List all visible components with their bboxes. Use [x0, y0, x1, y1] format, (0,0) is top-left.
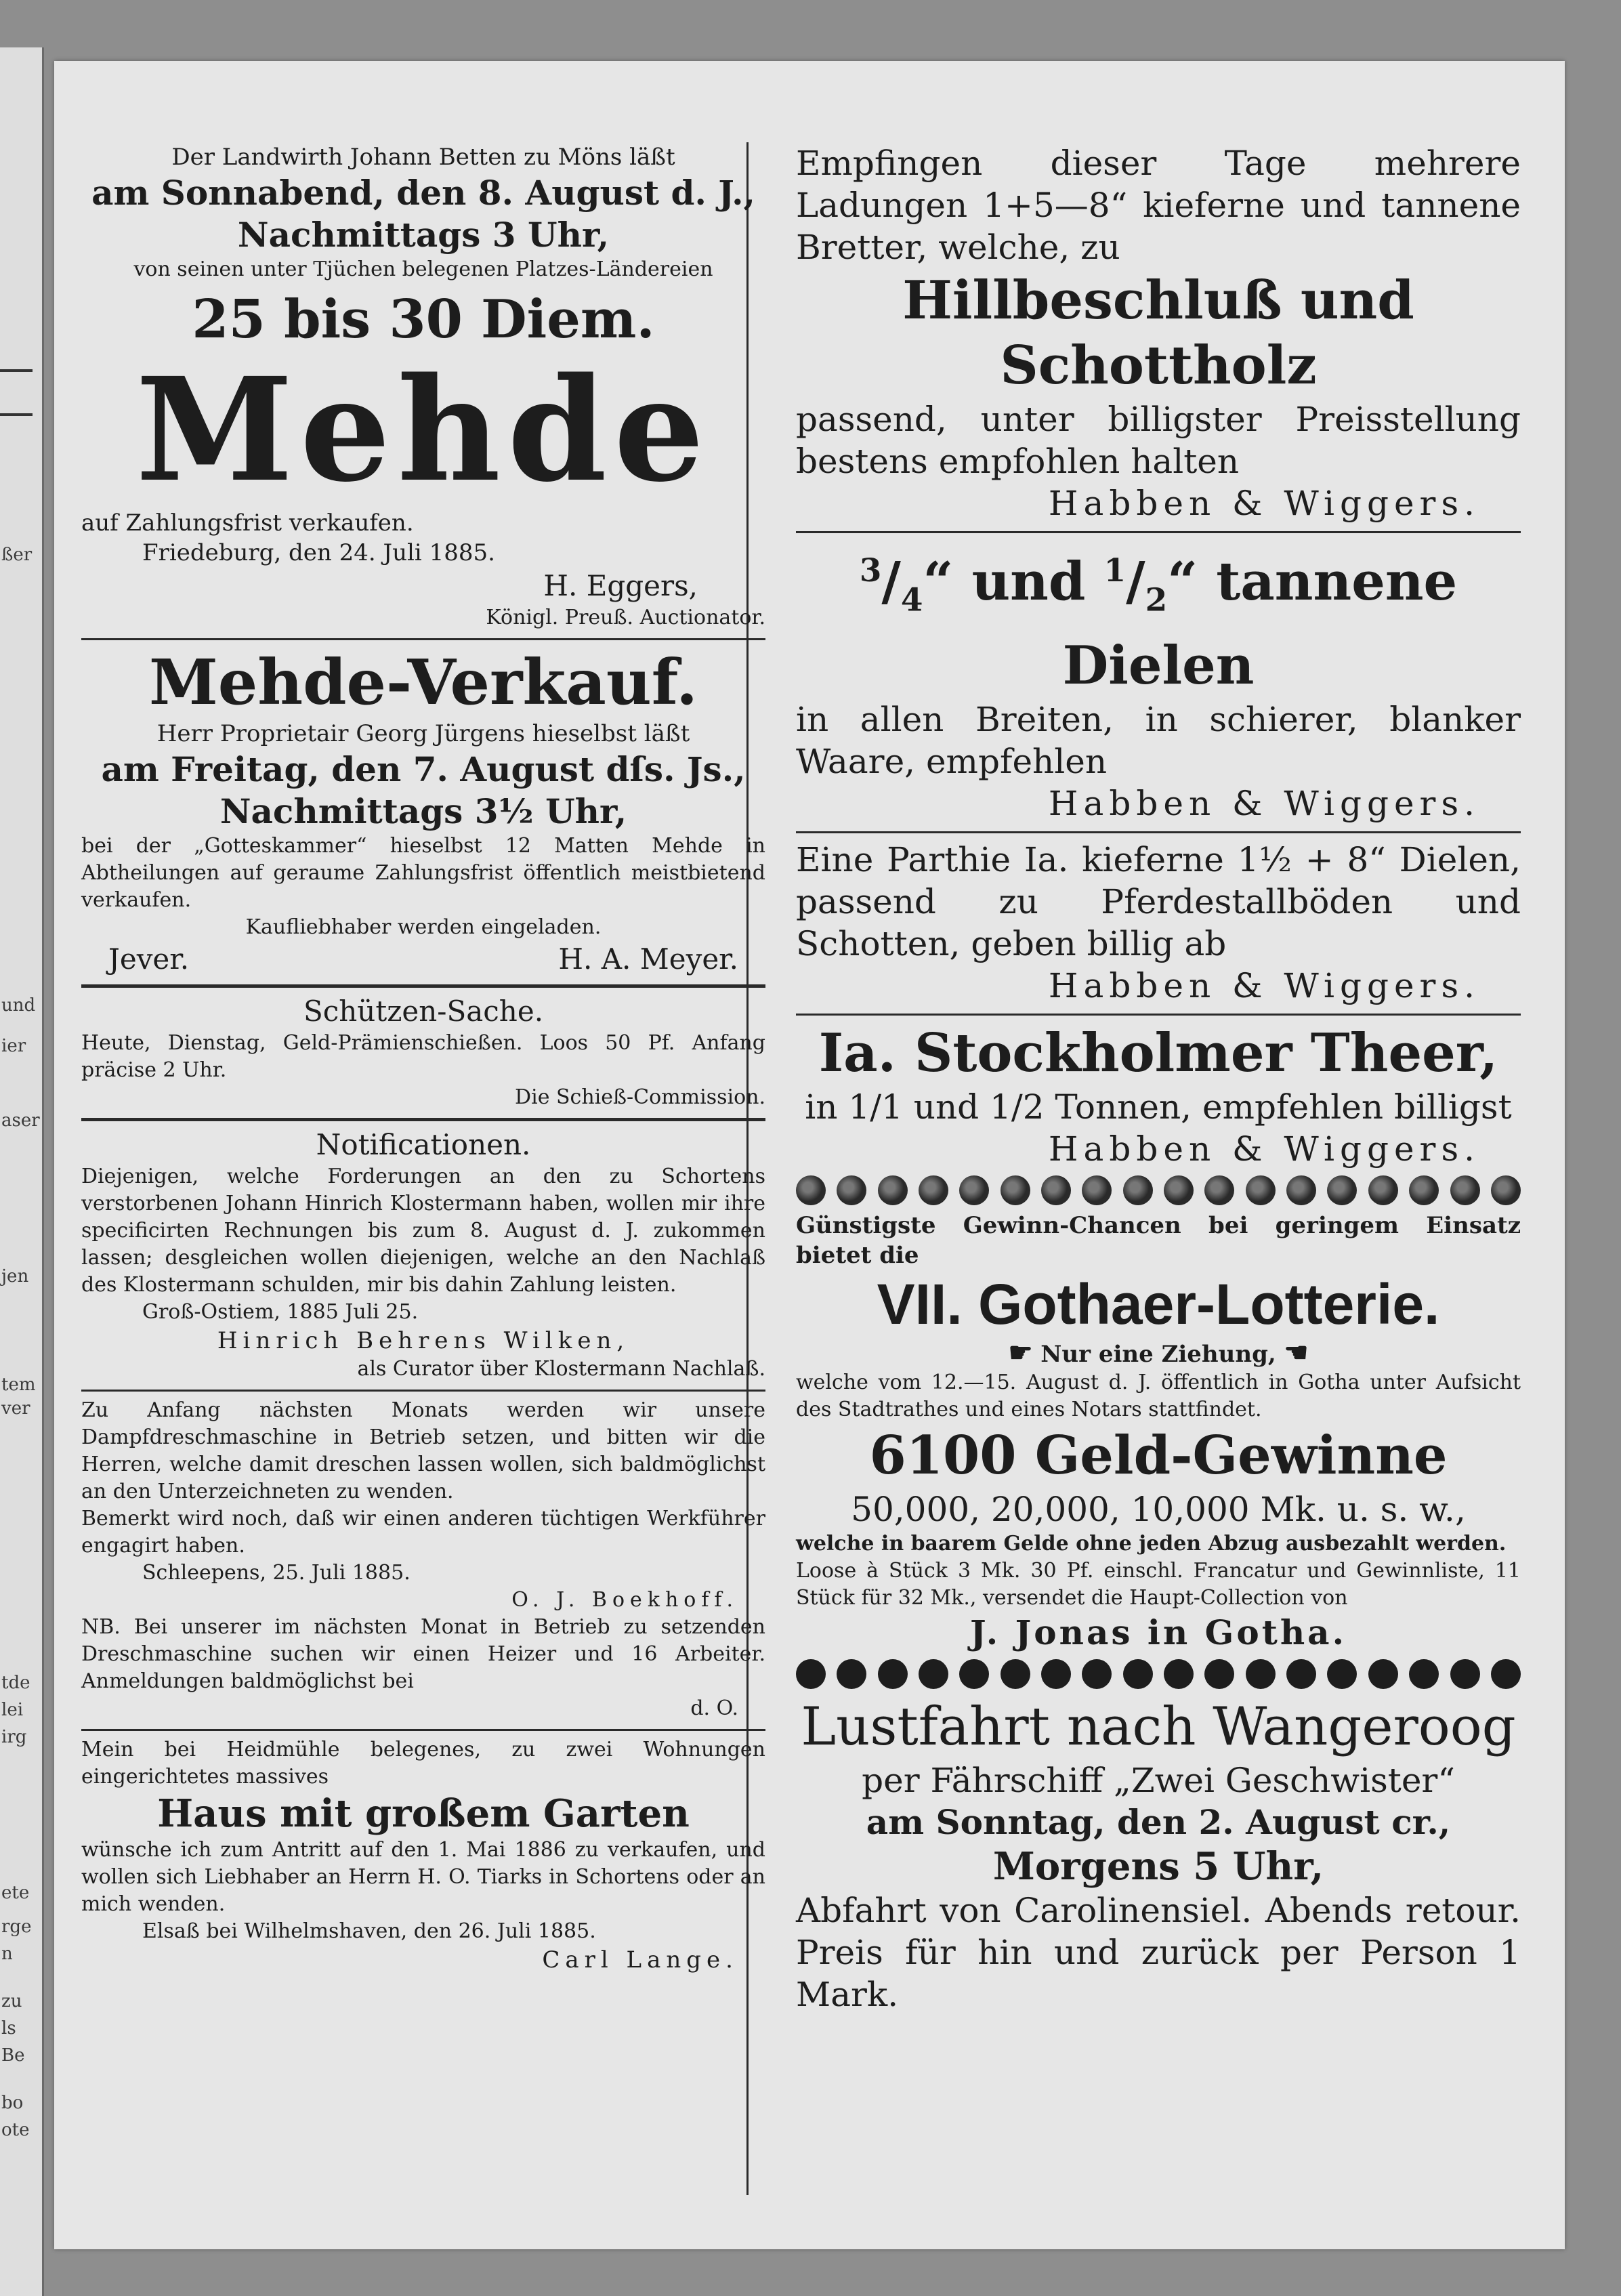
ornament-dot-icon: [1327, 1659, 1357, 1689]
ad-line: welche in baarem Gelde ohne jeden Abzug ausbezahlt werden.: [796, 1531, 1507, 1556]
left-column: [81, 142, 765, 1975]
edge-fragment: bo: [1, 2093, 24, 2113]
ad-headline: Lustfahrt nach Wangeroog: [801, 1696, 1516, 1757]
ornament-dot-icon: [1204, 1175, 1234, 1205]
ad-signature: Carl Lange.: [542, 1946, 738, 1974]
ad-line: 25 bis 30 Diem.: [192, 289, 655, 350]
ad-signature: H. A. Meyer.: [558, 942, 738, 976]
ad-line: welche vom 12.—15. August d. J. öffentlich in Gotha unter Aufsicht des Stadtrathes und eines Notars stattfindet.: [796, 1370, 1521, 1421]
ad-line: wünsche ich zum Antritt auf den 1. Mai 1886 zu verkaufen, und wollen sich Liebhaber an Herrn H. O. Tiarks in Schortens oder an mich wenden.: [81, 1838, 765, 1916]
edge-fragment: aser: [1, 1110, 40, 1131]
ad-separator: [81, 1729, 765, 1731]
ad-line: bei der „Gotteskammer“ hieselbst 12 Matten Mehde in Abtheilungen auf geraume Zahlungsfrist öffentlich meistbietend verkaufen.: [81, 834, 765, 912]
ad-headline: Notificationen.: [316, 1128, 531, 1161]
ad-line: in 1/1 und 1/2 Tonnen, empfehlen billigst: [805, 1087, 1512, 1127]
ad-line: in allen Breiten, in schierer, blanker Waare, empfehlen: [796, 699, 1521, 781]
ad-signature: d. O.: [690, 1696, 738, 1720]
ad-separator: [796, 831, 1521, 833]
ad-line: Nachmittags 3 Uhr,: [237, 215, 610, 255]
ad-signature: H. Eggers,: [543, 569, 698, 602]
ornament-dot-icon: [1204, 1659, 1234, 1689]
ad-line: als Curator über Klostermann Nachlaß.: [357, 1357, 765, 1381]
ad-line: Abfahrt von Carolinensiel. Abends retour. Preis für hin und zurück per Person 1 Mark.: [796, 1890, 1521, 2014]
ornament-dot-icon: [1286, 1175, 1316, 1205]
ornament-dot-icon: [1491, 1175, 1521, 1205]
edge-fragment: jen: [1, 1266, 29, 1287]
ad-footer-row: [81, 941, 765, 978]
ad-mehde-auction: [81, 142, 765, 631]
ornament-dot-icon: [1368, 1175, 1398, 1205]
edge-fragment: ote: [1, 2120, 30, 2140]
ad-line: Friedeburg, den 24. Juli 1885.: [142, 539, 495, 566]
ad-lustfahrt-wangeroog: [796, 1694, 1521, 2016]
ornament-dot-icon: [1123, 1659, 1153, 1689]
ornament-dot-icon: [837, 1175, 866, 1205]
ornament-dot-icon: [878, 1175, 908, 1205]
ad-line: Groß-Ostiem, 1885 Juli 25.: [142, 1300, 419, 1324]
ad-line: Bemerkt wird noch, daß wir einen anderen tüchtigen Werkführer engagirt haben.: [81, 1507, 765, 1558]
edge-fragment: tem: [1, 1375, 36, 1395]
ornament-dot-icon: [1041, 1175, 1071, 1205]
ad-signature: J. Jonas in Gotha.: [970, 1612, 1347, 1652]
ad-headline: $^3/_4“$ und $^1/_2“$ tannene: [859, 551, 1458, 619]
ad-dielen: [796, 539, 1521, 825]
right-column: [796, 142, 1521, 2016]
adjacent-page-edge: [0, 47, 44, 2296]
ad-line: Elsaß bei Wilhelmshaven, den 26. Juli 1885.: [142, 1919, 596, 1943]
ornament-dot-icon: [919, 1175, 948, 1205]
ornament-dot-icon: [1450, 1659, 1480, 1689]
ad-separator: [796, 531, 1521, 533]
ornament-dot-icon: [919, 1659, 948, 1689]
ad-signature: O. J. Boekhoff.: [511, 1588, 738, 1612]
edge-fragment: zu: [1, 1991, 22, 2011]
ornament-dot-icon: [1409, 1175, 1439, 1205]
ornament-dot-icon: [1491, 1659, 1521, 1689]
ad-line: Günstigste Gewinn-Chancen bei geringem Einsatz bietet die: [796, 1211, 1521, 1269]
ornament-dot-icon: [1001, 1659, 1030, 1689]
ornament-dot-icon: [1246, 1659, 1276, 1689]
ad-headline: Schottholz: [1000, 335, 1317, 396]
ornament-dot-icon: [837, 1659, 866, 1689]
ad-kieferne-dielen: [796, 839, 1521, 1007]
ornament-dot-icon: [1409, 1659, 1439, 1689]
ad-line: auf Zahlungsfrist verkaufen.: [81, 509, 414, 537]
edge-fragment: lei: [1, 1700, 24, 1720]
ad-line: Eine Parthie Ia. kieferne 1½ + 8“ Dielen, passend zu Pferdestallböden und Schotten, geben billig ab: [796, 839, 1521, 963]
ad-line: passend, unter billigster Preisstellung bestens empfohlen halten: [796, 400, 1521, 481]
ad-schuetzen-sache: [81, 993, 765, 1111]
ad-headline-mehde: Mehde: [135, 346, 711, 514]
ornament-dot-icon: [1246, 1175, 1276, 1205]
ad-signature: Habben & Wiggers.: [1048, 484, 1480, 523]
ad-stockholmer-theer: [796, 1021, 1521, 1170]
ad-headline: Schützen-Sache.: [303, 995, 544, 1028]
ad-gothaer-lotterie: [796, 1211, 1521, 1654]
ad-separator: [81, 638, 765, 640]
ornament-dot-icon: [1164, 1659, 1194, 1689]
ad-dampfdreschmaschine: [81, 1397, 765, 1722]
edge-fragment: und: [1, 995, 36, 1016]
pointing-hand-left-icon: ☛: [1008, 1336, 1033, 1369]
ad-headline: Ia. Stockholmer Theer,: [818, 1022, 1498, 1084]
ad-signature: Hinrich Behrens Wilken,: [217, 1327, 630, 1354]
ornament-dot-icon: [1082, 1175, 1112, 1205]
ad-separator: [81, 984, 765, 988]
fraction-numerator: 3: [859, 552, 882, 589]
fraction-numerator: 1: [1103, 552, 1127, 589]
ad-place: Jever.: [108, 942, 190, 976]
ad-line: [796, 1338, 1521, 1369]
ornament-dot-icon: [1327, 1175, 1357, 1205]
ad-signature: Habben & Wiggers.: [1048, 965, 1480, 1005]
edge-rule: [0, 413, 33, 416]
ad-line: Loose à Stück 3 Mk. 30 Pf. einschl. Francatur und Gewinnliste, 11 Stück für 32 Mk., versendet die Haupt-Collection von: [796, 1558, 1521, 1610]
ad-separator: [81, 1118, 765, 1121]
edge-fragment: n: [1, 1944, 13, 1964]
ad-line: von seinen unter Tjüchen belegenen Platzes-Ländereien: [133, 257, 713, 281]
ad-line: 50,000, 20,000, 10,000 Mk. u. s. w.,: [851, 1489, 1466, 1529]
edge-fragment: ier: [1, 1036, 26, 1056]
ad-mehde-verkauf: [81, 646, 765, 978]
ornament-dot-icon: [1082, 1659, 1112, 1689]
ad-headline: Mehde-Verkauf.: [148, 646, 698, 719]
edge-fragment: Be: [1, 2045, 25, 2066]
ornament-dot-icon: [959, 1175, 989, 1205]
ad-line: Königl. Preuß. Auctionator.: [486, 606, 765, 629]
ad-line: Mein bei Heidmühle belegenes, zu zwei Wohnungen eingerichtetes massives: [81, 1738, 765, 1789]
ornament-dot-icon: [1286, 1659, 1316, 1689]
ad-signature: Die Schieß-Commission.: [515, 1085, 765, 1109]
ad-line: Der Landwirth Johann Betten zu Möns läßt: [171, 144, 675, 171]
edge-fragment: rge: [1, 1917, 32, 1937]
ad-line-text: Nur eine Ziehung,: [1040, 1340, 1276, 1368]
edge-fragment: tde: [1, 1673, 30, 1693]
fraction-denominator: 2: [1145, 581, 1168, 619]
ad-separator: [81, 1390, 765, 1392]
ad-signature: Habben & Wiggers.: [1048, 783, 1480, 823]
ornament-dot-icon: [1164, 1175, 1194, 1205]
ad-line: am Sonnabend, den 8. August d. J.,: [91, 173, 755, 213]
ornament-dot-row: [796, 1659, 1521, 1689]
ornament-dot-icon: [796, 1659, 826, 1689]
edge-rule: [0, 369, 33, 372]
pointing-hand-right-icon: ☚: [1284, 1336, 1309, 1369]
ornament-dot-icon: [1368, 1659, 1398, 1689]
ad-headline: Haus mit großem Garten: [157, 1791, 690, 1836]
ad-line: am Freitag, den 7. August dſs. Js.,: [101, 749, 746, 789]
ad-line: Empfingen dieser Tage mehrere Ladungen 1+5—8“ kieferne und tannene Bretter, welche, zu: [796, 144, 1521, 267]
ad-haus-mit-garten: [81, 1736, 765, 1975]
ornament-dot-icon: [1001, 1175, 1030, 1205]
ad-line: Heute, Dienstag, Geld-Prämienschießen. Loos 50 Pf. Anfang präcise 2 Uhr.: [81, 1031, 765, 1082]
ornament-dot-icon: [796, 1175, 826, 1205]
edge-fragment: ete: [1, 1883, 30, 1903]
ad-line: Herr Proprietair Georg Jürgens hieselbst läßt: [156, 720, 690, 747]
ad-headline: VII. Gothaer-Lotterie.: [877, 1272, 1440, 1336]
ornament-dot-row: [796, 1175, 1521, 1205]
ornament-dot-icon: [959, 1659, 989, 1689]
ornament-dot-icon: [1450, 1175, 1480, 1205]
ad-bretter: [796, 142, 1521, 524]
ad-line: Zu Anfang nächsten Monats werden wir unsere Dampfdreschmaschine in Betrieb setzen, und bitten wir die Herren, welche damit dreschen lassen wollen, sich baldmöglichst an den Unterzeichneten zu wenden.: [81, 1398, 765, 1503]
ad-line: Kaufliebhaber werden eingeladen.: [245, 915, 602, 939]
edge-fragment: irg: [1, 1727, 27, 1747]
edge-fragment: ls: [1, 2018, 16, 2039]
ad-headline-part: “ tannene: [1167, 551, 1458, 612]
edge-fragment: ßer: [1, 545, 33, 565]
ad-signature: Habben & Wiggers.: [1048, 1129, 1480, 1169]
ad-line: Schleepens, 25. Juli 1885.: [142, 1561, 410, 1585]
ad-line: am Sonntag, den 2. August cr.,: [866, 1801, 1451, 1842]
ad-headline-part: “ und: [923, 551, 1104, 612]
ad-notificationen: [81, 1127, 765, 1383]
ad-line: Nachmittags 3½ Uhr,: [219, 791, 627, 831]
ad-headline: Hillbeschluß und: [902, 270, 1414, 331]
ad-line: NB. Bei unserer im nächsten Monat in Betrieb zu setzenden Dreschmaschine suchen wir einen Heizer und 16 Arbeiter. Anmeldungen baldmöglichst bei: [81, 1615, 765, 1693]
edge-fragment: ver: [1, 1398, 30, 1419]
ad-line: Morgens 5 Uhr,: [992, 1843, 1324, 1889]
ornament-dot-icon: [1041, 1659, 1071, 1689]
ad-separator: [796, 1014, 1521, 1016]
ad-line: per Fährschiff „Zwei Geschwister“: [862, 1760, 1455, 1800]
ad-line: Diejenigen, welche Forderungen an den zu Schortens verstorbenen Johann Hinrich Klostermann haben, wollen mir ihre specificirten Rechnungen bis zum 8. August d. J. zukommen lassen; desgleichen wollen diejenigen, welche an den Nachlaß des Klostermann schulden, mir bis dahin Zahlung leisten.: [81, 1165, 765, 1297]
ad-headline: Dielen: [1062, 634, 1255, 696]
ad-headline: 6100 Geld-Gewinne: [869, 1424, 1448, 1486]
newspaper-page: [54, 61, 1565, 2249]
ornament-dot-icon: [878, 1659, 908, 1689]
fraction-denominator: 4: [900, 581, 923, 619]
ornament-dot-icon: [1123, 1175, 1153, 1205]
